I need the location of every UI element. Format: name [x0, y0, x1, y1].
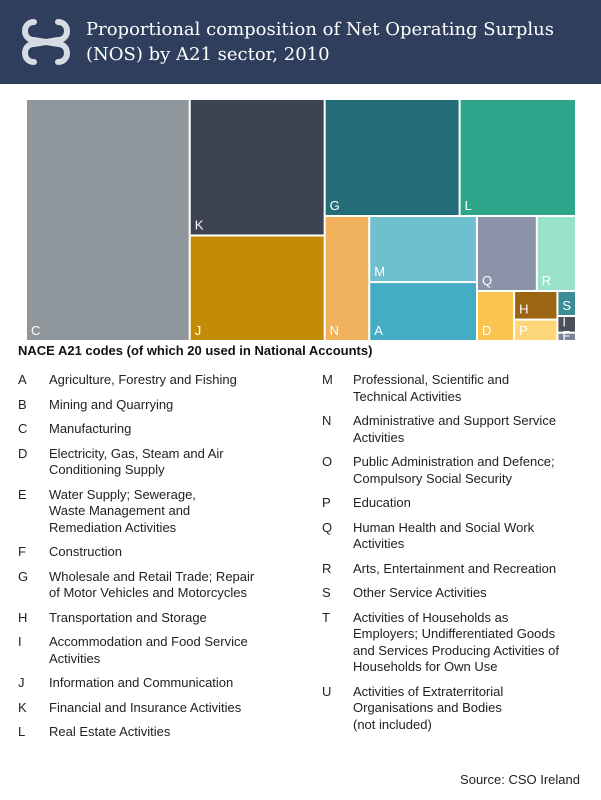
legend-item-m: [322, 372, 592, 405]
legend-description: Financial and Insurance Activities: [49, 699, 242, 715]
treemap-label-i: I: [562, 314, 567, 330]
legend-code: K: [18, 699, 27, 715]
legend-item-f: [18, 544, 288, 561]
treemap-label-h: H: [519, 301, 529, 317]
treemap-label-n: N: [329, 323, 340, 338]
legend-description: Activities of Households as Employers; Undifferentiated Goods and Services Producing Activities of Households for Own Use: [353, 609, 559, 674]
legend-item-c: [18, 421, 288, 438]
treemap-label-f: F: [562, 328, 571, 343]
legend-item-a: [18, 372, 288, 389]
treemap-label-p: P: [519, 323, 528, 338]
legend-description: Transportation and Storage: [49, 609, 207, 625]
treemap-tile-m: [370, 217, 476, 281]
treemap-tile-a: [370, 283, 476, 340]
legend-code: D: [18, 445, 28, 461]
legend-item-k: [18, 700, 288, 717]
treemap-tile-g: [326, 100, 459, 215]
legend-item-o: [322, 454, 592, 487]
legend-description: Electricity, Gas, Steam and Air Conditioning Supply: [49, 445, 224, 477]
legend-code: N: [322, 413, 332, 428]
treemap-label-q: Q: [481, 272, 493, 288]
legend-code: C: [18, 421, 28, 436]
legend-code: Q: [322, 519, 333, 535]
legend-code: T: [322, 609, 330, 625]
legend-item-q: [322, 520, 592, 553]
legend-description: Administrative and Support Service Activities: [353, 413, 557, 445]
legend-item-l: [18, 724, 288, 741]
legend-code: P: [322, 495, 331, 510]
treemap-tile-l: [461, 100, 575, 215]
legend-description: Accommodation and Food Service Activities: [49, 634, 248, 666]
chart-title: Proportional composition of Net Operating Surplus (NOS) by A21 sector, 2010: [86, 19, 554, 65]
legend-code: R: [322, 560, 332, 576]
treemap-label-l: L: [464, 197, 472, 213]
legend-column-left: [18, 372, 288, 749]
treemap-label-d: D: [481, 323, 492, 338]
legend-item-d: [18, 446, 288, 479]
legend-description: Mining and Quarrying: [49, 396, 174, 412]
legend-code: E: [18, 486, 27, 502]
legend-item-n: [322, 413, 592, 446]
legend-description: Other Service Activities: [353, 585, 487, 600]
legend-description: Water Supply; Sewerage, Waste Management and Remediation Activities: [49, 486, 196, 535]
legend-code: J: [18, 675, 25, 690]
treemap-chart: [0, 0, 601, 345]
legend-code: L: [18, 724, 26, 739]
legend-item-p: [322, 495, 592, 512]
legend-column-right: [322, 372, 592, 741]
source-note: Source: CSO Ireland: [460, 772, 580, 787]
treemap-label-s: S: [562, 297, 572, 313]
legend-description: Activities of Extraterritorial Organisations and Bodies (not included): [353, 683, 504, 732]
legend-item-i: [18, 634, 288, 667]
legend-item-r: [322, 561, 592, 578]
legend-code: O: [322, 454, 333, 469]
legend-description: Arts, Entertainment and Recreation: [353, 560, 557, 576]
legend-item-u: [322, 684, 592, 734]
treemap-tile-c: [27, 100, 189, 340]
treemap-label-g: G: [329, 197, 340, 213]
treemap-tile-j: [191, 236, 324, 340]
legend-code: F: [18, 544, 26, 559]
legend-item-g: [18, 569, 288, 602]
legend-item-t: [322, 610, 592, 676]
legend-description: Education: [353, 495, 411, 510]
legend-code: U: [322, 683, 332, 699]
legend-item-s: [322, 585, 592, 602]
legend-item-b: [18, 397, 288, 414]
legend-code: M: [322, 372, 333, 387]
legend-code: H: [18, 609, 28, 625]
legend-description: Human Health and Social Work Activities: [353, 519, 535, 551]
legend-description: Professional, Scientific and Technical Activities: [353, 372, 510, 404]
legend-heading: NACE A21 codes (of which 20 used in National Accounts): [18, 343, 373, 358]
legend-description: Agriculture, Forestry and Fishing: [49, 372, 237, 387]
treemap-label-c: C: [31, 323, 41, 338]
treemap-tile-k: [191, 100, 324, 234]
treemap-label-r: R: [541, 272, 552, 288]
treemap-label-j: J: [194, 323, 202, 338]
legend-description: Public Administration and Defence; Compulsory Social Security: [353, 454, 555, 486]
legend-item-e: [18, 487, 288, 537]
legend-code: G: [18, 568, 29, 584]
legend-description: Real Estate Activities: [49, 724, 171, 739]
treemap-tile-n: [326, 217, 369, 340]
legend-description: Wholesale and Retail Trade; Repair of Motor Vehicles and Motorcycles: [49, 568, 255, 600]
legend-code: S: [322, 585, 331, 600]
treemap-label-k: K: [194, 217, 204, 233]
legend-code: A: [18, 372, 27, 387]
legend-item-j: [18, 675, 288, 692]
legend-code: I: [18, 634, 22, 649]
treemap-label-a: A: [374, 323, 383, 338]
legend-item-h: [18, 610, 288, 627]
legend-description: Manufacturing: [49, 421, 132, 436]
treemap-label-m: M: [374, 264, 386, 280]
legend-description: Information and Communication: [49, 675, 234, 690]
legend-code: B: [18, 396, 27, 412]
legend-description: Construction: [49, 544, 122, 559]
